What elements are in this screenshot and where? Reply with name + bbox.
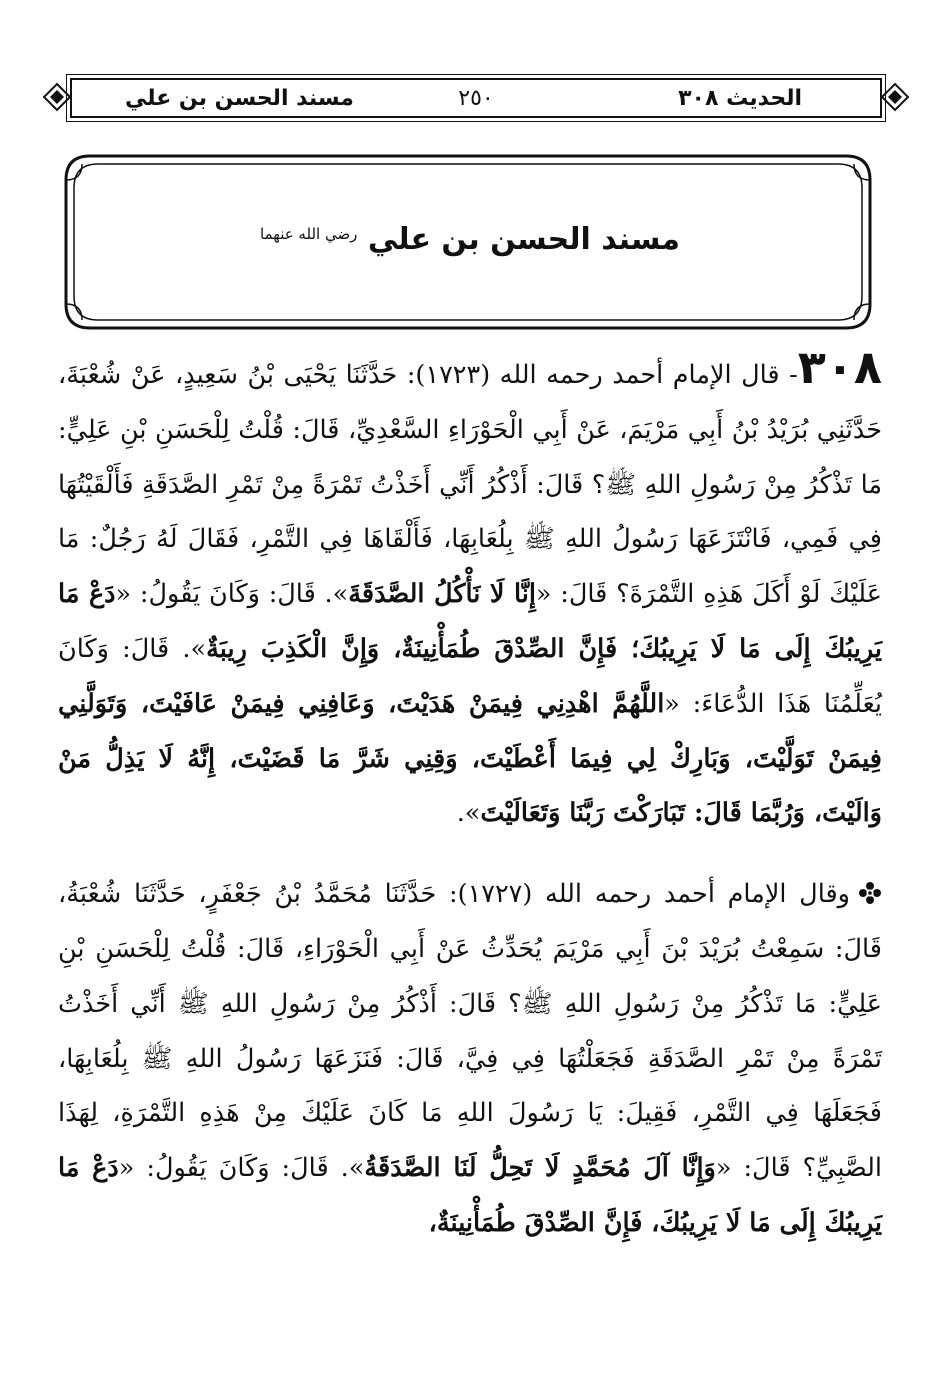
honorific-glyph: رضي الله عنهما	[260, 225, 358, 243]
page-number: ٢٥٠	[458, 86, 494, 111]
hadith-text: - قال الإمام أحمد رحمه الله (١٧٢٣): حَدَّثَنَا يَحْيَى بْنُ سَعِيدٍ، عَنْ شُعْبَةَ، حَدَّثَنِي بُرَيْدُ بْنُ أَبِي مَرْيَمَ، عَنْ أَبِي الْحَوْرَاءِ السَّعْدِيِّ، قَالَ: قُلْتُ لِلْحَسَنِ بْنِ عَلِيٍّ: مَا تَذْكُرُ مِنْ رَسُولِ اللهِ ﷺ؟ قَالَ: أَذْكُرُ أَنِّي أَخَذْتُ تَمْرَةً مِنْ تَمْرِ الصَّدَقَةِ فَأَلْقَيْتُهَا فِي فَمِي، فَانْتَزَعَهَا رَسُولُ اللهِ ﷺ بِلُعَابِهَا، فَأَلْقَاهَا فِي التَّمْرِ، فَقَالَ لَهُ رَجُلٌ: مَا عَلَيْكَ لَوْ أَكَلَ هَذِهِ التَّمْرَةَ؟ قَالَ: «	[58, 360, 882, 610]
hadith-text: وقال الإمام أحمد رحمه الله (١٧٢٧): حَدَّثَنَا مُحَمَّدُ بْنُ جَعْفَرٍ، حَدَّثَنَا شُعْبَةُ، قَالَ: سَمِعْتُ بُرَيْدَ بْنَ أَبِي مَرْيَمَ يُحَدِّثُ عَنْ أَبِي الْحَوْرَاءِ، قَالَ: قُلْتُ لِلْحَسَنِ بْنِ عَلِيٍّ: مَا تَذْكُرُ مِنْ رَسُولِ اللهِ ﷺ؟ قَالَ: أَذْكُرُ مِنْ رَسُولِ اللهِ ﷺ أَنِّي أَخَذْتُ تَمْرَةً مِنْ تَمْرِ الصَّدَقَةِ فَجَعَلْتُهَا فِي فِيَّ، قَالَ: فَنَزَعَهَا رَسُولُ اللهِ ﷺ بِلُعَابِهَا، فَجَعَلَهَا فِي التَّمْرِ، فَقِيلَ: يَا رَسُولَ اللهِ مَا كَانَ عَلَيْكَ مِنْ هَذِهِ التَّمْرَةِ، لِهَذَا الصَّبِيِّ؟ قَالَ: «	[58, 879, 882, 1184]
prophetic-quote: إِنَّا لَا نَأْكُلُ الصَّدَقَةَ	[348, 579, 536, 610]
hadith-308-paragraph	[58, 340, 882, 841]
prophetic-quote: وَإِنَّا آلَ مُحَمَّدٍ لَا تَحِلُّ لَنَا الصَّدَقَةُ	[364, 1153, 716, 1184]
prophetic-quote: دَعْ مَا يَرِيبُكَ إِلَى مَا لَا يَرِيبُكَ؛ فَإِنَّ الصِّدْقَ طُمَأْنِينَةٌ، وَإِنَّ الْكَذِبَ رِيبَةٌ	[58, 579, 882, 664]
prophetic-quote: اللَّهُمَّ اهْدِنِي فِيمَنْ هَدَيْتَ، وَعَافِنِي فِيمَنْ عَافَيْتَ، وَتَوَلَّنِي فِيمَنْ تَوَلَّيْتَ، وَبَارِكْ لِي فِيمَا أَعْطَيْتَ، وَقِنِي شَرَّ مَا قَضَيْتَ، إِنَّهُ لَا يَذِلُّ مَنْ وَالَيْتَ، وَرُبَّمَا قَالَ: تَبَارَكْتَ رَبَّنَا وَتَعَالَيْتَ	[58, 688, 882, 829]
chapter-title-text: مسند الحسن بن علي	[367, 222, 680, 257]
hadith-number: ٣٠٨	[797, 340, 882, 394]
section-title: مسند الحسن بن علي	[125, 86, 354, 111]
chapter-title	[62, 222, 874, 257]
page-body	[58, 340, 882, 1251]
hadith-reference: الحديث ٣٠٨	[678, 86, 802, 111]
chapter-title-box	[62, 152, 874, 332]
running-header	[40, 72, 912, 124]
prophetic-quote: دَعْ مَا يَرِيبُكَ إِلَى مَا لَا يَرِيبُكَ، فَإِنَّ الصِّدْقَ طُمَأْنِينَةٌ،	[58, 1153, 882, 1238]
hadith-text: ». قَالَ: وَكَانَ يَقُولُ: «	[118, 1153, 365, 1184]
hadith-text: ». قَالَ: وَكَانَ يُعَلِّمُنَا هَذَا الدُّعَاءَ: «	[58, 633, 882, 719]
hadith-1727-paragraph	[58, 867, 882, 1251]
hadith-text: ».	[456, 798, 481, 829]
paragraph-gap	[58, 841, 882, 867]
flower-ornament-icon	[858, 881, 882, 905]
hadith-text: ». قَالَ: وَكَانَ يَقُولُ: «	[115, 579, 349, 610]
